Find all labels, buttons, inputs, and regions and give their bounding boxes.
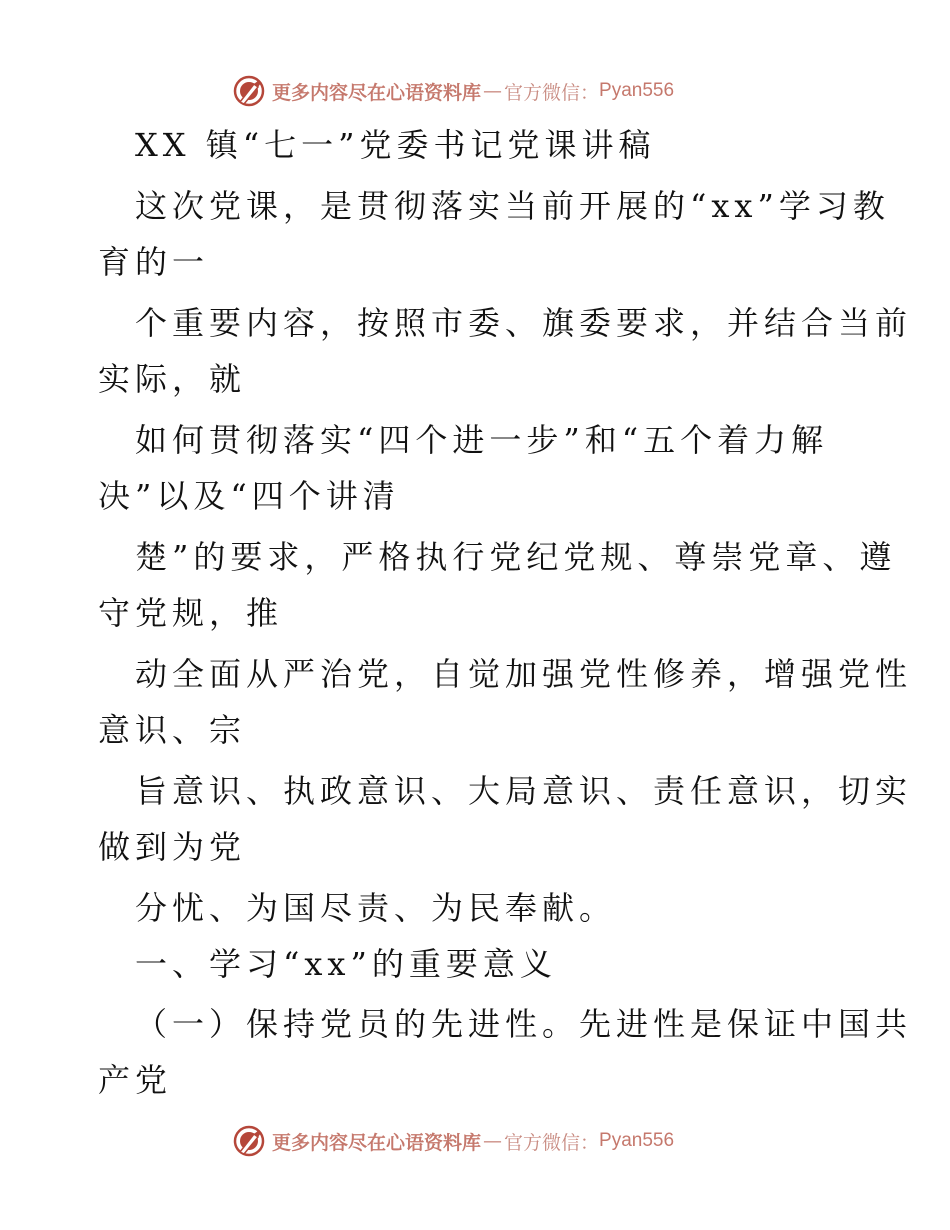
- watermark-official-label: 官方微信：: [504, 81, 600, 104]
- section-heading: 一、学习“xx”的重要意义: [135, 945, 557, 983]
- text-line: （一）保持党员的先进性。先进性是保证中国共: [135, 1005, 913, 1043]
- text-line: 旨意识、执政意识、大局意识、责任意识，切实: [135, 772, 913, 810]
- text-line: 实际，就: [98, 360, 247, 398]
- text-line: 育的一: [98, 243, 210, 281]
- watermark-wechat-id: Pyan556: [599, 1130, 675, 1151]
- pen-logo-icon: [232, 1124, 266, 1158]
- text-line: 楚”的要求，严格执行党纪党规、尊崇党章、遵: [135, 538, 897, 576]
- watermark-wechat-id: Pyan556: [599, 80, 675, 101]
- text-line: 个重要内容，按照市委、旗委要求，并结合当前: [135, 304, 913, 342]
- text-line: 决”以及“四个讲清: [98, 477, 400, 515]
- text-line: 守党规，推: [98, 594, 284, 632]
- text-line: 分忧、为国尽责、为民奉献。: [135, 889, 617, 927]
- watermark-official-label: 官方微信：: [504, 1131, 600, 1154]
- document-title: XX 镇“七一”党委书记党课讲稿: [135, 126, 656, 164]
- watermark-separator: —: [483, 1130, 503, 1152]
- text-line: 意识、宗: [98, 711, 247, 749]
- watermark-brand: 更多内容尽在心语资料库: [272, 81, 482, 104]
- watermark-separator: —: [483, 80, 503, 102]
- watermark-brand: 更多内容尽在心语资料库: [272, 1131, 482, 1154]
- text-line: 如何贯彻落实“四个进一步”和“五个着力解: [135, 421, 829, 459]
- text-line: 这次党课，是贯彻落实当前开展的“xx”学习教: [135, 187, 890, 225]
- text-line: 产党: [98, 1061, 173, 1099]
- text-line: 动全面从严治党，自觉加强党性修养，增强党性: [135, 655, 913, 693]
- pen-logo-icon: [232, 74, 266, 108]
- text-line: 做到为党: [98, 828, 247, 866]
- header-watermark: [232, 71, 674, 111]
- footer-watermark: [232, 1121, 674, 1161]
